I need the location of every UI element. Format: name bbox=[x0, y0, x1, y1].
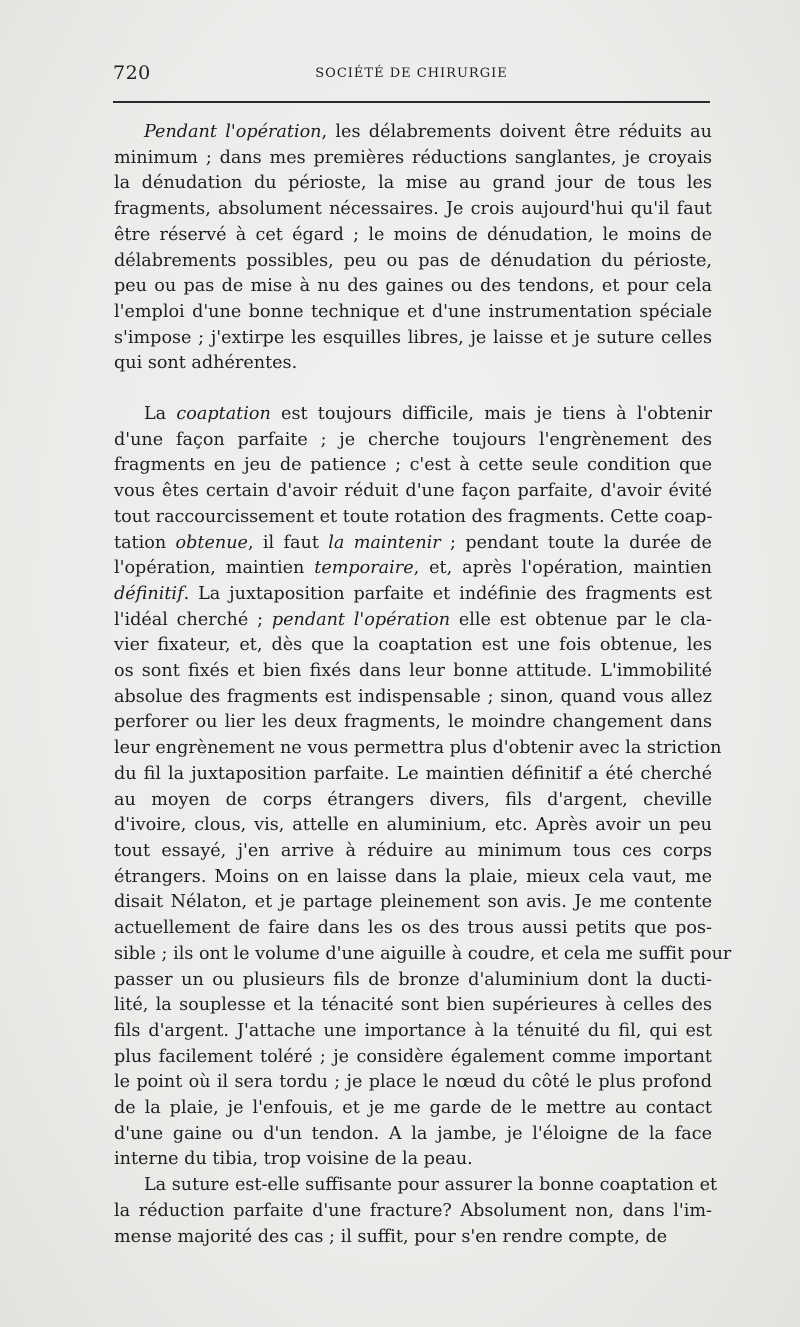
text-line bbox=[114, 505, 712, 531]
text-segment: étrangers. Moins on en laisse dans la plaie, mieux cela vaut, me bbox=[114, 866, 712, 887]
text-line bbox=[114, 428, 712, 454]
text-line bbox=[114, 582, 712, 608]
text-line bbox=[114, 171, 712, 197]
text-segment: délabrements possibles, peu ou pas de dénudation du périoste, bbox=[114, 250, 712, 271]
text-line bbox=[114, 1147, 712, 1173]
body-text bbox=[114, 120, 732, 1250]
text-segment: temporaire bbox=[314, 558, 414, 579]
text-segment: absolue des fragments est indispensable ; sinon, quand vous allez bbox=[114, 686, 712, 707]
paragraph-gap bbox=[114, 377, 712, 402]
text-segment: la réduction parfaite d'une fracture? Absolument non, dans l'im- bbox=[114, 1200, 712, 1221]
text-segment: au moyen de corps étrangers divers, fils d'argent, cheville bbox=[114, 789, 712, 810]
text-line bbox=[114, 762, 712, 788]
text-segment: , et, après l'opération, maintien bbox=[413, 558, 712, 579]
text-line bbox=[114, 1122, 712, 1148]
text-segment: l'opération, maintien bbox=[114, 558, 315, 579]
text-segment: définitif bbox=[114, 583, 184, 604]
text-line bbox=[114, 1096, 712, 1122]
text-segment: . La juxtaposition parfaite et indéfinie des fragments est bbox=[183, 583, 712, 604]
text-line bbox=[114, 1070, 712, 1096]
text-line bbox=[114, 633, 712, 659]
text-line bbox=[114, 249, 712, 275]
text-segment: tout raccourcissement et toute rotation des fragments. Cette coap- bbox=[114, 506, 713, 527]
text-segment: interne du tibia, trop voisine de la peau. bbox=[114, 1149, 473, 1170]
text-line bbox=[114, 890, 712, 916]
text-segment: perforer ou lier les deux fragments, le moindre changement dans bbox=[114, 712, 712, 733]
text-segment: d'une gaine ou d'un tendon. A la jambe, je l'éloigne de la face bbox=[114, 1123, 712, 1144]
text-segment: La bbox=[144, 404, 177, 425]
text-segment: mense majorité des cas ; il suffit, pour s'en rendre compte, de bbox=[114, 1226, 668, 1247]
text-line bbox=[114, 556, 712, 582]
text-segment: fragments en jeu de patience ; c'est à cette seule condition que bbox=[114, 455, 712, 476]
text-segment: ; pendant toute la durée de bbox=[440, 532, 712, 553]
text-line bbox=[114, 300, 712, 326]
text-line bbox=[114, 531, 712, 557]
text-segment: pendant l'opération bbox=[271, 609, 451, 630]
text-line bbox=[114, 351, 712, 377]
text-segment: , les délabrements doivent être réduits au bbox=[321, 122, 712, 142]
paragraph-operation bbox=[114, 120, 712, 377]
text-line bbox=[114, 479, 712, 505]
text-segment: tation bbox=[114, 532, 176, 553]
text-segment: sible ; ils ont le volume d'une aiguille à coudre, et cela me suffit pour bbox=[114, 943, 732, 964]
text-segment: coaptation bbox=[176, 404, 271, 425]
text-segment: être réservé à cet égard ; le moins de dénudation, le moins de bbox=[114, 224, 712, 245]
text-line bbox=[114, 659, 712, 685]
text-segment: Pendant l'opération bbox=[144, 122, 322, 142]
text-segment: plus facilement toléré ; je considère également comme important bbox=[114, 1046, 712, 1067]
text-line bbox=[114, 1199, 712, 1225]
text-line bbox=[114, 223, 712, 249]
text-line bbox=[114, 453, 712, 479]
text-line bbox=[114, 146, 712, 172]
text-segment: vier fixateur, et, dès que la coaptation est une fois obtenue, les bbox=[114, 635, 712, 656]
text-line bbox=[114, 685, 712, 711]
text-segment: fils d'argent. J'attache une importance à la ténuité du fil, qui est bbox=[114, 1020, 712, 1041]
running-head bbox=[113, 62, 710, 86]
text-segment: d'ivoire, clous, vis, attelle en aluminium, etc. Après avoir un peu bbox=[114, 815, 712, 836]
text-line bbox=[114, 1225, 712, 1251]
text-line bbox=[114, 1045, 712, 1071]
text-segment: os sont fixés et bien fixés dans leur bonne attitude. L'immobilité bbox=[114, 661, 712, 682]
text-line bbox=[114, 274, 712, 300]
page-number: 720 bbox=[113, 62, 151, 84]
text-line bbox=[114, 942, 732, 968]
text-line bbox=[114, 710, 712, 736]
text-line bbox=[114, 993, 712, 1019]
text-segment: minimum ; dans mes premières réductions sanglantes, je croyais bbox=[114, 147, 712, 168]
text-line bbox=[114, 402, 712, 428]
text-line bbox=[114, 916, 712, 942]
text-segment: l'emploi d'une bonne technique et d'une instrumentation spéciale bbox=[114, 301, 712, 322]
journal-title: SOCIÉTÉ DE CHIRURGIE bbox=[315, 66, 508, 81]
text-segment: qui sont adhérentes. bbox=[114, 353, 298, 374]
paragraph-suture bbox=[114, 1173, 718, 1250]
text-line bbox=[114, 813, 712, 839]
text-segment: peu ou pas de mise à nu des gaines ou des tendons, et pour cela bbox=[114, 276, 712, 297]
text-line bbox=[114, 1019, 712, 1045]
text-line bbox=[114, 865, 712, 891]
text-segment: du fil la juxtaposition parfaite. Le maintien définitif a été cherché bbox=[114, 763, 712, 784]
header-rule bbox=[113, 101, 710, 103]
text-segment: actuellement de faire dans les os des trous aussi petits que pos- bbox=[114, 918, 712, 939]
text-segment: passer un ou plusieurs fils de bronze d'aluminium dont la ducti- bbox=[114, 969, 712, 990]
paragraph-coaptation bbox=[114, 402, 732, 1173]
text-segment: , il faut bbox=[247, 532, 329, 553]
text-segment: vous êtes certain d'avoir réduit d'une façon parfaite, d'avoir évité bbox=[114, 481, 712, 502]
text-segment: l'idéal cherché ; bbox=[114, 609, 272, 630]
text-segment: elle est obtenue par le cla- bbox=[450, 609, 712, 630]
text-line bbox=[114, 608, 712, 634]
text-segment: s'impose ; j'extirpe les esquilles libres, je laisse et je suture celles bbox=[114, 327, 712, 348]
text-segment: disait Nélaton, et je partage pleinement son avis. Je me contente bbox=[114, 892, 712, 913]
text-segment: est toujours difficile, mais je tiens à l'obtenir bbox=[270, 404, 713, 425]
text-segment: d'une façon parfaite ; je cherche toujours l'engrènement des bbox=[114, 429, 712, 450]
text-line bbox=[114, 120, 712, 146]
text-segment: leur engrènement ne vous permettra plus d'obtenir avec la striction bbox=[114, 738, 722, 759]
text-segment: obtenue bbox=[175, 532, 248, 553]
text-line bbox=[114, 839, 712, 865]
text-line bbox=[114, 968, 712, 994]
text-line bbox=[114, 788, 712, 814]
text-segment: fragments, absolument nécessaires. Je crois aujourd'hui qu'il faut bbox=[114, 199, 712, 220]
text-segment: de la plaie, je l'enfouis, et je me garde de le mettre au contact bbox=[114, 1098, 712, 1119]
text-segment: La suture est-elle suffisante pour assurer la bonne coaptation et bbox=[144, 1175, 718, 1196]
text-line bbox=[114, 1173, 718, 1199]
text-segment: le point où il sera tordu ; je place le nœud du côté le plus profond bbox=[114, 1072, 712, 1093]
text-segment: la dénudation du périoste, la mise au grand jour de tous les bbox=[114, 173, 712, 194]
text-line bbox=[114, 197, 712, 223]
text-segment: tout essayé, j'en arrive à réduire au minimum tous ces corps bbox=[114, 840, 712, 861]
text-segment: la maintenir bbox=[328, 532, 441, 553]
text-line bbox=[114, 326, 712, 352]
text-line bbox=[114, 736, 722, 762]
text-segment: lité, la souplesse et la ténacité sont bien supérieures à celles des bbox=[114, 995, 712, 1016]
